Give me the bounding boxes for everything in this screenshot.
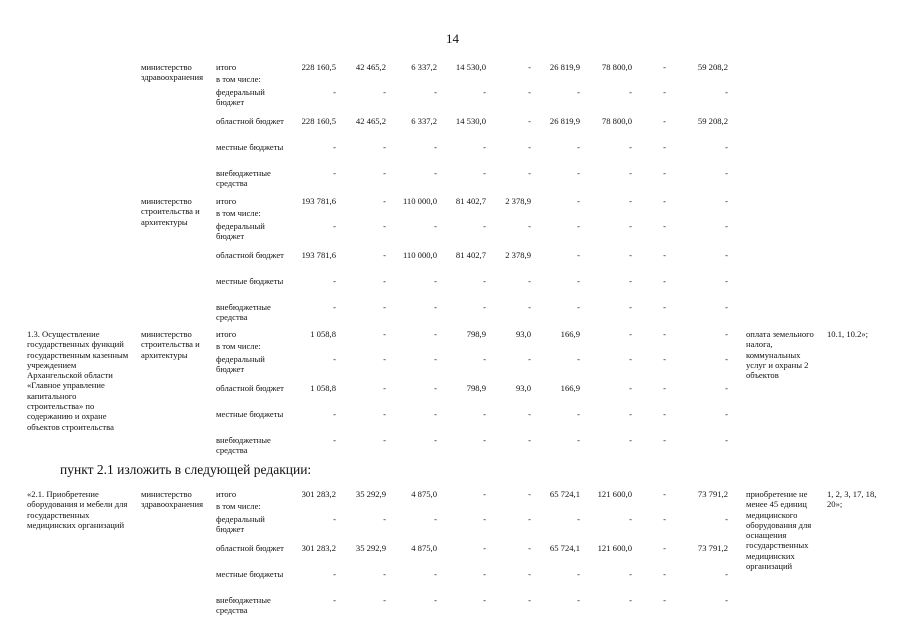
table-cell: - bbox=[725, 329, 728, 339]
table-cell: - bbox=[629, 383, 632, 393]
row-label-federal: федеральный бюджет bbox=[216, 514, 265, 535]
executor-name: министерство строительства и архитектуры bbox=[141, 196, 200, 227]
table-cell: 93,0 bbox=[515, 329, 531, 339]
table-cell: - bbox=[383, 383, 386, 393]
row-label-federal: федеральный бюджет bbox=[216, 354, 265, 375]
table-cell: - bbox=[629, 435, 632, 445]
row-label-local: местные бюджеты bbox=[216, 409, 284, 419]
table-cell: - bbox=[663, 221, 666, 231]
table-cell: - bbox=[333, 409, 336, 419]
table-cell: - bbox=[725, 168, 728, 178]
table-cell: - bbox=[629, 196, 632, 206]
table-cell: - bbox=[663, 489, 666, 499]
table-cell: - bbox=[629, 168, 632, 178]
table-cell: 4 875,0 bbox=[411, 543, 437, 553]
table-cell: - bbox=[434, 302, 437, 312]
table-cell: - bbox=[725, 354, 728, 364]
table-cell: - bbox=[528, 354, 531, 364]
row-label-total: итого bbox=[216, 489, 237, 499]
table-cell: - bbox=[577, 354, 580, 364]
expected-result: оплата земельного налога, коммунальных услуг и охраны 2 объектов bbox=[746, 329, 814, 381]
table-cell: - bbox=[629, 221, 632, 231]
row-label-extrabudget: внебюджетные средства bbox=[216, 435, 271, 456]
table-cell: - bbox=[528, 168, 531, 178]
table-cell: - bbox=[434, 221, 437, 231]
table-cell: 110 000,0 bbox=[402, 196, 437, 206]
activity-name: 1.3. Осуществление государственных функций государственным казенным учреждением Архангельской области «Главное управление капитального строительства» по содержанию и охране объектов строительства bbox=[27, 329, 129, 432]
table-cell: 81 402,7 bbox=[455, 250, 486, 260]
table-cell: 73 791,2 bbox=[697, 489, 728, 499]
table-cell: 798,9 bbox=[466, 329, 486, 339]
table-cell: - bbox=[577, 409, 580, 419]
row-label-regional: областной бюджет bbox=[216, 543, 284, 553]
executor-name: министерство строительства и архитектуры bbox=[141, 329, 200, 360]
table-cell: - bbox=[528, 62, 531, 72]
table-cell: 166,9 bbox=[560, 383, 580, 393]
table-cell: - bbox=[528, 435, 531, 445]
table-cell: - bbox=[577, 250, 580, 260]
table-cell: - bbox=[577, 569, 580, 579]
table-cell: - bbox=[663, 354, 666, 364]
table-cell: - bbox=[629, 302, 632, 312]
row-label-federal: федеральный бюджет bbox=[216, 87, 265, 108]
table-cell: - bbox=[577, 435, 580, 445]
table-cell: - bbox=[528, 595, 531, 605]
table-cell: - bbox=[483, 435, 486, 445]
table-cell: - bbox=[383, 196, 386, 206]
row-label-federal: федеральный бюджет bbox=[216, 221, 265, 242]
table-cell: - bbox=[577, 595, 580, 605]
table-cell: - bbox=[725, 221, 728, 231]
table-cell: - bbox=[333, 276, 336, 286]
table-cell: 78 800,0 bbox=[601, 62, 632, 72]
table-cell: - bbox=[629, 514, 632, 524]
table-cell: - bbox=[333, 142, 336, 152]
table-cell: - bbox=[725, 142, 728, 152]
table-cell: - bbox=[528, 489, 531, 499]
table-cell: - bbox=[333, 435, 336, 445]
table-cell: 110 000,0 bbox=[402, 250, 437, 260]
table-cell: 93,0 bbox=[515, 383, 531, 393]
table-cell: 14 530,0 bbox=[455, 62, 486, 72]
row-label-incl: в том числе: bbox=[216, 501, 261, 511]
table-cell: - bbox=[663, 543, 666, 553]
table-cell: - bbox=[434, 142, 437, 152]
table-cell: - bbox=[725, 595, 728, 605]
table-cell: - bbox=[483, 595, 486, 605]
table-cell: - bbox=[577, 87, 580, 97]
table-cell: - bbox=[383, 142, 386, 152]
table-cell: - bbox=[663, 87, 666, 97]
row-label-local: местные бюджеты bbox=[216, 276, 284, 286]
table-cell: 65 724,1 bbox=[549, 543, 580, 553]
table-cell: - bbox=[483, 142, 486, 152]
table-cell: - bbox=[725, 514, 728, 524]
table-cell: 59 208,2 bbox=[697, 62, 728, 72]
table-cell: - bbox=[383, 354, 386, 364]
table-cell: - bbox=[577, 196, 580, 206]
table-cell: - bbox=[663, 168, 666, 178]
table-cell: - bbox=[663, 595, 666, 605]
executor-name: министерство здравоохранения bbox=[141, 489, 204, 510]
table-cell: 42 465,2 bbox=[355, 62, 386, 72]
table-cell: - bbox=[663, 302, 666, 312]
table-cell: - bbox=[629, 595, 632, 605]
table-cell: - bbox=[333, 87, 336, 97]
table-cell: 2 378,9 bbox=[505, 250, 531, 260]
table-cell: 2 378,9 bbox=[505, 196, 531, 206]
table-cell: 228 160,5 bbox=[301, 116, 336, 126]
table-cell: - bbox=[725, 435, 728, 445]
table-cell: 26 819,9 bbox=[549, 116, 580, 126]
table-cell: 14 530,0 bbox=[455, 116, 486, 126]
table-cell: - bbox=[333, 569, 336, 579]
table-cell: - bbox=[434, 87, 437, 97]
table-cell: - bbox=[663, 116, 666, 126]
table-cell: 42 465,2 bbox=[355, 116, 386, 126]
row-label-total: итого bbox=[216, 329, 237, 339]
table-cell: - bbox=[629, 329, 632, 339]
table-cell: 121 600,0 bbox=[597, 489, 632, 499]
target-indicators: 1, 2, 3, 17, 18, 20»; bbox=[827, 489, 877, 510]
row-label-extrabudget: внебюджетные средства bbox=[216, 168, 271, 189]
table-cell: - bbox=[629, 142, 632, 152]
table-cell: 35 292,9 bbox=[355, 489, 386, 499]
table-cell: - bbox=[629, 569, 632, 579]
table-cell: - bbox=[528, 302, 531, 312]
activity-name: «2.1. Приобретение оборудования и мебели для государственных медицинских организаций bbox=[27, 489, 128, 530]
table-cell: - bbox=[725, 196, 728, 206]
table-cell: - bbox=[528, 514, 531, 524]
table-cell: - bbox=[663, 196, 666, 206]
table-cell: - bbox=[577, 221, 580, 231]
table-cell: - bbox=[577, 142, 580, 152]
table-cell: 228 160,5 bbox=[301, 62, 336, 72]
table-cell: - bbox=[663, 62, 666, 72]
table-cell: - bbox=[434, 409, 437, 419]
table-cell: - bbox=[383, 514, 386, 524]
table-cell: - bbox=[725, 409, 728, 419]
table-cell: - bbox=[629, 87, 632, 97]
table-cell: 65 724,1 bbox=[549, 489, 580, 499]
table-cell: - bbox=[577, 514, 580, 524]
table-cell: - bbox=[333, 514, 336, 524]
table-cell: - bbox=[629, 409, 632, 419]
table-cell: - bbox=[434, 435, 437, 445]
table-cell: - bbox=[483, 168, 486, 178]
table-cell: - bbox=[383, 595, 386, 605]
table-cell: - bbox=[725, 302, 728, 312]
row-label-local: местные бюджеты bbox=[216, 569, 284, 579]
table-cell: - bbox=[333, 302, 336, 312]
table-cell: 301 283,2 bbox=[301, 543, 336, 553]
table-cell: - bbox=[483, 543, 486, 553]
table-cell: - bbox=[663, 276, 666, 286]
table-cell: - bbox=[663, 383, 666, 393]
row-label-extrabudget: внебюджетные средства bbox=[216, 595, 271, 616]
table-cell: - bbox=[663, 435, 666, 445]
table-cell: - bbox=[383, 435, 386, 445]
table-cell: - bbox=[434, 329, 437, 339]
table-cell: 81 402,7 bbox=[455, 196, 486, 206]
table-cell: 301 283,2 bbox=[301, 489, 336, 499]
table-cell: 193 781,6 bbox=[301, 196, 336, 206]
table-cell: - bbox=[333, 354, 336, 364]
table-cell: - bbox=[725, 87, 728, 97]
table-cell: 1 058,8 bbox=[310, 383, 336, 393]
table-cell: 59 208,2 bbox=[697, 116, 728, 126]
table-cell: - bbox=[528, 142, 531, 152]
table-cell: - bbox=[333, 595, 336, 605]
separator-heading: пункт 2.1 изложить в следующей редакции: bbox=[60, 462, 312, 477]
table-cell: - bbox=[528, 276, 531, 286]
table-cell: - bbox=[383, 569, 386, 579]
table-cell: - bbox=[528, 569, 531, 579]
table-cell: - bbox=[483, 354, 486, 364]
table-cell: - bbox=[629, 250, 632, 260]
table-cell: - bbox=[434, 168, 437, 178]
row-label-regional: областной бюджет bbox=[216, 116, 284, 126]
table-cell: - bbox=[663, 514, 666, 524]
table-cell: - bbox=[383, 409, 386, 419]
table-cell: - bbox=[483, 514, 486, 524]
table-cell: 6 337,2 bbox=[411, 62, 437, 72]
table-cell: - bbox=[629, 354, 632, 364]
table-cell: - bbox=[383, 302, 386, 312]
table-cell: 26 819,9 bbox=[549, 62, 580, 72]
table-cell: - bbox=[434, 354, 437, 364]
table-cell: 35 292,9 bbox=[355, 543, 386, 553]
table-cell: - bbox=[483, 87, 486, 97]
table-cell: - bbox=[663, 250, 666, 260]
table-cell: - bbox=[434, 595, 437, 605]
table-cell: - bbox=[663, 409, 666, 419]
page-number: 14 bbox=[446, 31, 459, 46]
table-cell: - bbox=[383, 329, 386, 339]
table-cell: - bbox=[577, 302, 580, 312]
expected-result: приобретение не менее 45 единиц медицинского оборудования для оснащения государственных медицинских организаций bbox=[746, 489, 812, 572]
table-cell: - bbox=[434, 569, 437, 579]
table-cell: - bbox=[629, 276, 632, 286]
row-label-regional: областной бюджет bbox=[216, 383, 284, 393]
table-cell: - bbox=[725, 250, 728, 260]
table-cell: 6 337,2 bbox=[411, 116, 437, 126]
row-label-extrabudget: внебюджетные средства bbox=[216, 302, 271, 323]
table-cell: - bbox=[483, 276, 486, 286]
table-cell: - bbox=[663, 142, 666, 152]
table-cell: - bbox=[725, 569, 728, 579]
table-cell: - bbox=[483, 569, 486, 579]
table-cell: - bbox=[434, 276, 437, 286]
row-label-incl: в том числе: bbox=[216, 74, 261, 84]
table-cell: - bbox=[383, 87, 386, 97]
table-cell: 73 791,2 bbox=[697, 543, 728, 553]
table-cell: - bbox=[434, 514, 437, 524]
table-cell: - bbox=[528, 116, 531, 126]
table-cell: - bbox=[725, 383, 728, 393]
row-label-regional: областной бюджет bbox=[216, 250, 284, 260]
table-cell: 78 800,0 bbox=[601, 116, 632, 126]
table-cell: - bbox=[383, 250, 386, 260]
table-cell: - bbox=[333, 221, 336, 231]
table-cell: - bbox=[663, 329, 666, 339]
table-cell: - bbox=[383, 276, 386, 286]
table-cell: - bbox=[528, 409, 531, 419]
table-cell: - bbox=[663, 569, 666, 579]
table-cell: - bbox=[577, 168, 580, 178]
table-cell: 4 875,0 bbox=[411, 489, 437, 499]
table-cell: - bbox=[434, 383, 437, 393]
row-label-incl: в том числе: bbox=[216, 208, 261, 218]
table-cell: - bbox=[577, 276, 580, 286]
table-cell: - bbox=[483, 221, 486, 231]
target-indicators: 10.1, 10.2»; bbox=[827, 329, 869, 339]
table-cell: - bbox=[483, 302, 486, 312]
table-cell: - bbox=[725, 276, 728, 286]
row-label-incl: в том числе: bbox=[216, 341, 261, 351]
table-cell: - bbox=[528, 543, 531, 553]
table-cell: - bbox=[383, 168, 386, 178]
table-cell: - bbox=[483, 409, 486, 419]
row-label-total: итого bbox=[216, 62, 237, 72]
executor-name: министерство здравоохранения bbox=[141, 62, 204, 83]
table-cell: - bbox=[383, 221, 386, 231]
row-label-total: итого bbox=[216, 196, 237, 206]
table-cell: - bbox=[483, 489, 486, 499]
table-cell: - bbox=[528, 87, 531, 97]
table-cell: - bbox=[528, 221, 531, 231]
table-cell: 1 058,8 bbox=[310, 329, 336, 339]
row-label-local: местные бюджеты bbox=[216, 142, 284, 152]
table-cell: 798,9 bbox=[466, 383, 486, 393]
table-cell: - bbox=[333, 168, 336, 178]
table-cell: 166,9 bbox=[560, 329, 580, 339]
table-cell: 193 781,6 bbox=[301, 250, 336, 260]
table-cell: 121 600,0 bbox=[597, 543, 632, 553]
